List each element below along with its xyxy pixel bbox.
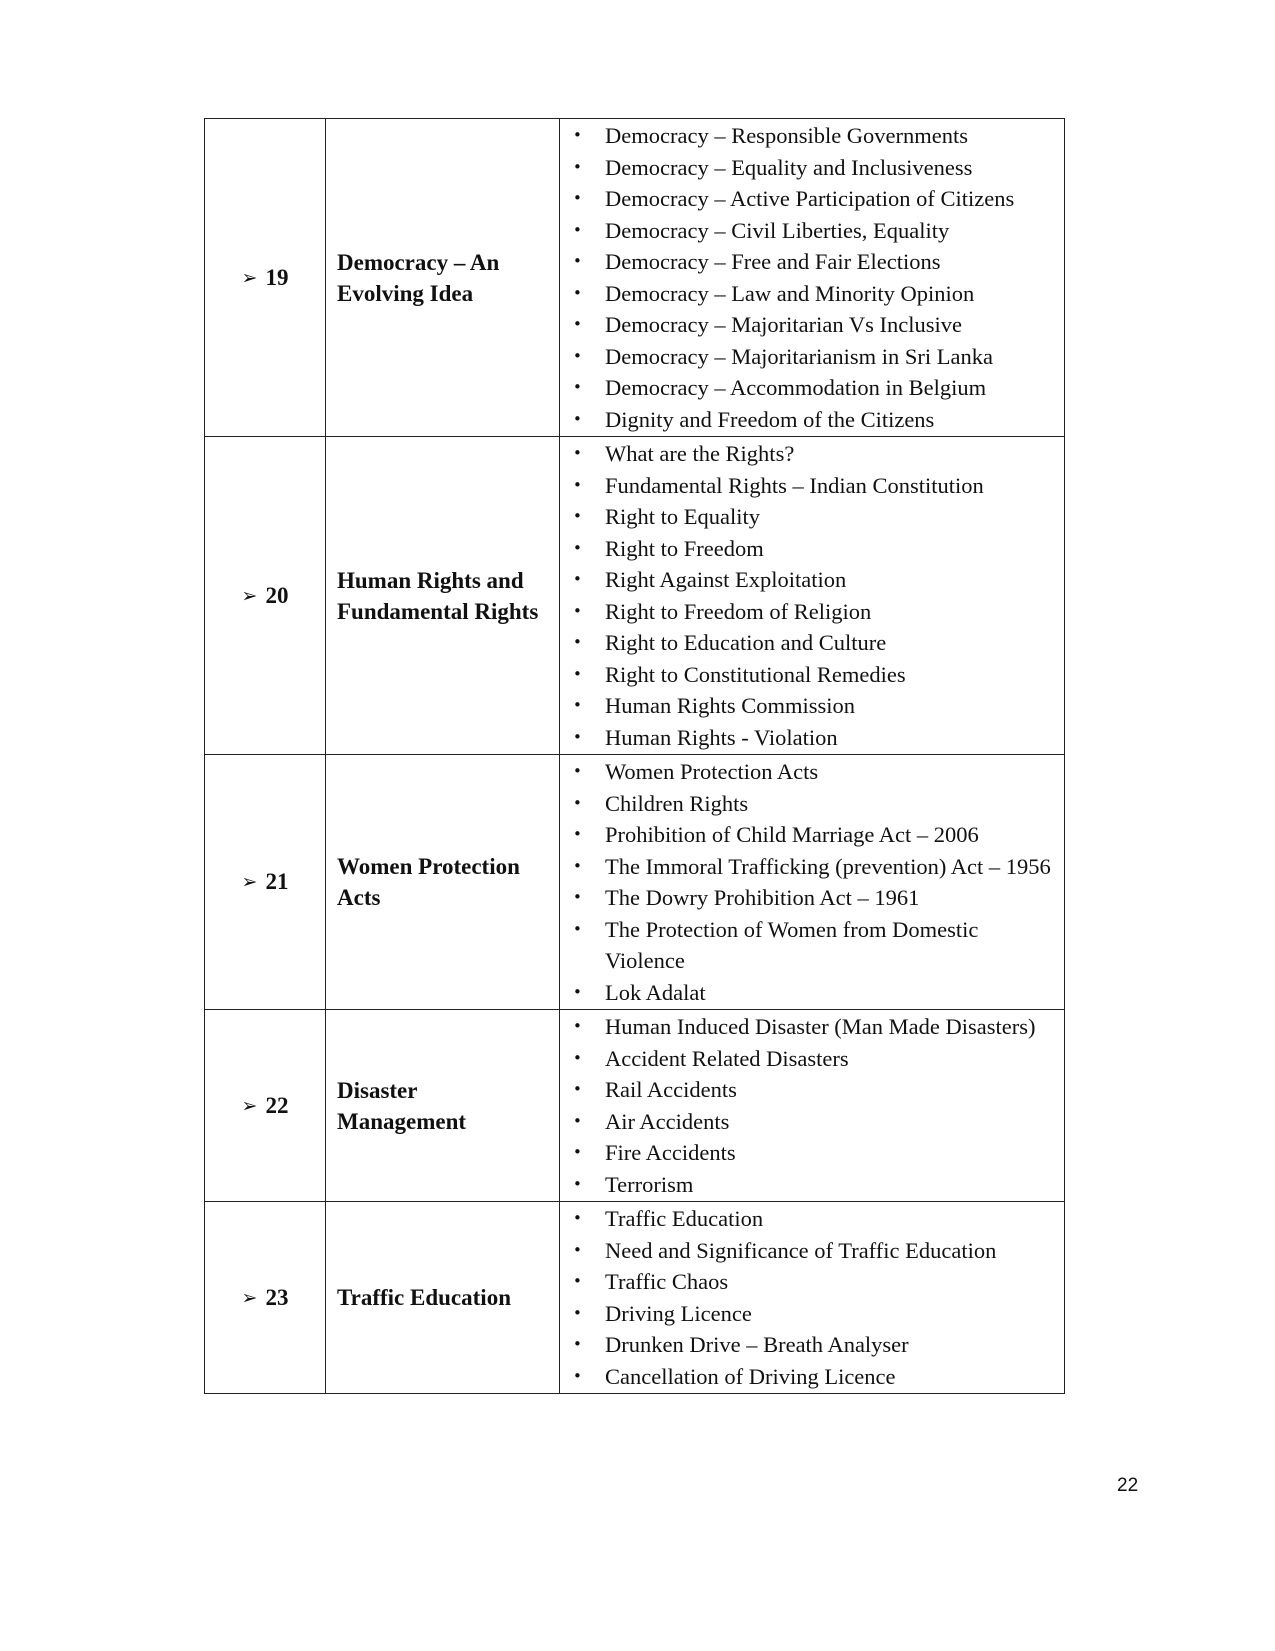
list-item: • Democracy – Civil Liberties, Equality xyxy=(560,215,1056,247)
list-item: • Democracy – Active Participation of Citizens xyxy=(560,183,1056,215)
topics-cell xyxy=(560,1202,1065,1394)
arrow-bullet-icon: ➢ xyxy=(241,1094,258,1117)
list-item: • Democracy – Free and Fair Elections xyxy=(560,246,1056,278)
list-item: • Lok Adalat xyxy=(560,977,1056,1009)
topic-list xyxy=(560,438,1056,753)
unit-title: Women Protection Acts xyxy=(326,755,560,1010)
list-item: • Cancellation of Driving Licence xyxy=(560,1361,1056,1393)
list-item: • Democracy – Equality and Inclusiveness xyxy=(560,152,1056,184)
list-item: • Democracy – Majoritarian Vs Inclusive xyxy=(560,309,1056,341)
list-item: • Democracy – Accommodation in Belgium xyxy=(560,372,1056,404)
list-item: • Democracy – Responsible Governments xyxy=(560,120,1056,152)
list-item: • Dignity and Freedom of the Citizens xyxy=(560,404,1056,436)
bullet-icon: • xyxy=(573,1303,582,1322)
bullet-icon: • xyxy=(573,157,582,176)
unit-number: 20 xyxy=(265,582,289,608)
list-item: • Terrorism xyxy=(560,1169,1056,1201)
topics-cell xyxy=(560,119,1065,437)
list-item: • Children Rights xyxy=(560,788,1056,820)
list-item: • Fire Accidents xyxy=(560,1137,1056,1169)
topic-list xyxy=(560,1203,1056,1392)
bullet-icon: • xyxy=(573,1335,582,1353)
bullet-icon: • xyxy=(573,856,582,875)
bullet-icon: • xyxy=(573,664,582,683)
list-item: • Air Accidents xyxy=(560,1106,1056,1138)
list-item: • Need and Significance of Traffic Education xyxy=(560,1235,1056,1267)
topics-cell xyxy=(560,755,1065,1010)
syllabus-table xyxy=(204,118,1065,1394)
list-item: • Traffic Education xyxy=(560,1203,1056,1235)
unit-number: 21 xyxy=(265,869,289,894)
table-row xyxy=(205,1202,1065,1394)
bullet-icon: • xyxy=(573,444,582,462)
bullet-icon: • xyxy=(573,220,582,239)
bullet-icon: • xyxy=(573,793,582,812)
unit-title: Democracy – An Evolving Idea xyxy=(326,119,560,437)
topics-cell xyxy=(560,437,1065,755)
bullet-icon: • xyxy=(573,1240,582,1259)
bullet-icon: • xyxy=(573,283,582,302)
unit-number-cell xyxy=(205,437,326,755)
unit-title: Traffic Education xyxy=(326,1202,560,1394)
list-item: • The Protection of Women from Domestic Violence xyxy=(560,914,1056,977)
list-item: • Right to Constitutional Remedies xyxy=(560,659,1056,691)
table-row xyxy=(205,1010,1065,1202)
list-item: • Right to Education and Culture xyxy=(560,627,1056,659)
list-item: • What are the Rights? xyxy=(560,438,1056,470)
list-item: • Right Against Exploitation xyxy=(560,564,1056,596)
bullet-icon: • xyxy=(573,378,582,396)
list-item: • Traffic Chaos xyxy=(560,1266,1056,1298)
unit-title: Human Rights and Fundamental Rights xyxy=(326,437,560,755)
bullet-icon: • xyxy=(573,126,582,144)
bullet-icon: • xyxy=(573,1174,582,1193)
unit-number-cell xyxy=(205,755,326,1010)
bullet-icon: • xyxy=(573,189,582,207)
bullet-icon: • xyxy=(573,982,582,1001)
bullet-icon: • xyxy=(573,1143,582,1161)
bullet-icon: • xyxy=(573,633,582,651)
page-number: 22 xyxy=(1117,1475,1139,1496)
list-item: • Prohibition of Child Marriage Act – 2006 xyxy=(560,819,1056,851)
list-item: • Rail Accidents xyxy=(560,1074,1056,1106)
table-row xyxy=(205,755,1065,1010)
list-item: • Driving Licence xyxy=(560,1298,1056,1330)
list-item: • Human Induced Disaster (Man Made Disasters) xyxy=(560,1011,1056,1043)
list-item: • Human Rights Commission xyxy=(560,690,1056,722)
bullet-icon: • xyxy=(573,601,582,620)
list-item: • Right to Freedom of Religion xyxy=(560,596,1056,628)
unit-number-cell xyxy=(205,1010,326,1202)
unit-number: 23 xyxy=(265,1284,289,1310)
bullet-icon: • xyxy=(573,1209,582,1227)
topic-list xyxy=(560,756,1056,1008)
list-item: • Democracy – Law and Minority Opinion xyxy=(560,278,1056,310)
bullet-icon: • xyxy=(573,825,582,843)
bullet-icon: • xyxy=(573,475,582,494)
arrow-bullet-icon: ➢ xyxy=(241,266,258,289)
bullet-icon: • xyxy=(573,507,582,525)
bullet-icon: • xyxy=(573,727,582,746)
bullet-icon: • xyxy=(573,919,582,938)
arrow-bullet-icon: ➢ xyxy=(241,584,258,607)
topic-list xyxy=(560,120,1056,435)
list-item: • Right to Freedom xyxy=(560,533,1056,565)
bullet-icon: • xyxy=(573,570,582,588)
arrow-bullet-icon: ➢ xyxy=(241,871,258,893)
list-item: • The Dowry Prohibition Act – 1961 xyxy=(560,882,1056,914)
bullet-icon: • xyxy=(573,252,582,270)
unit-number: 22 xyxy=(265,1092,289,1118)
bullet-icon: • xyxy=(573,1017,582,1035)
bullet-icon: • xyxy=(573,538,582,557)
list-item: • Democracy – Majoritarianism in Sri Lanka xyxy=(560,341,1056,373)
topics-cell xyxy=(560,1010,1065,1202)
bullet-icon: • xyxy=(573,696,582,714)
bullet-icon: • xyxy=(573,1080,582,1098)
bullet-icon: • xyxy=(573,1048,582,1067)
unit-number-cell xyxy=(205,1202,326,1394)
unit-title: Disaster Management xyxy=(326,1010,560,1202)
bullet-icon: • xyxy=(573,1111,582,1130)
bullet-icon: • xyxy=(573,346,582,365)
topic-list xyxy=(560,1011,1056,1200)
table-row xyxy=(205,437,1065,755)
arrow-bullet-icon: ➢ xyxy=(241,1286,258,1309)
bullet-icon: • xyxy=(573,315,582,333)
list-item: • Drunken Drive – Breath Analyser xyxy=(560,1329,1056,1361)
bullet-icon: • xyxy=(573,888,582,906)
bullet-icon: • xyxy=(573,762,582,780)
list-item: • Right to Equality xyxy=(560,501,1056,533)
unit-number: 19 xyxy=(265,264,289,290)
table-row xyxy=(205,119,1065,437)
list-item: • The Immoral Trafficking (prevention) Act – 1956 xyxy=(560,851,1056,883)
list-item: • Women Protection Acts xyxy=(560,756,1056,788)
unit-number-cell xyxy=(205,119,326,437)
list-item: • Accident Related Disasters xyxy=(560,1043,1056,1075)
bullet-icon: • xyxy=(573,1272,582,1290)
list-item: • Fundamental Rights – Indian Constitution xyxy=(560,470,1056,502)
bullet-icon: • xyxy=(573,1366,582,1385)
list-item: • Human Rights - Violation xyxy=(560,722,1056,754)
bullet-icon: • xyxy=(573,409,582,428)
